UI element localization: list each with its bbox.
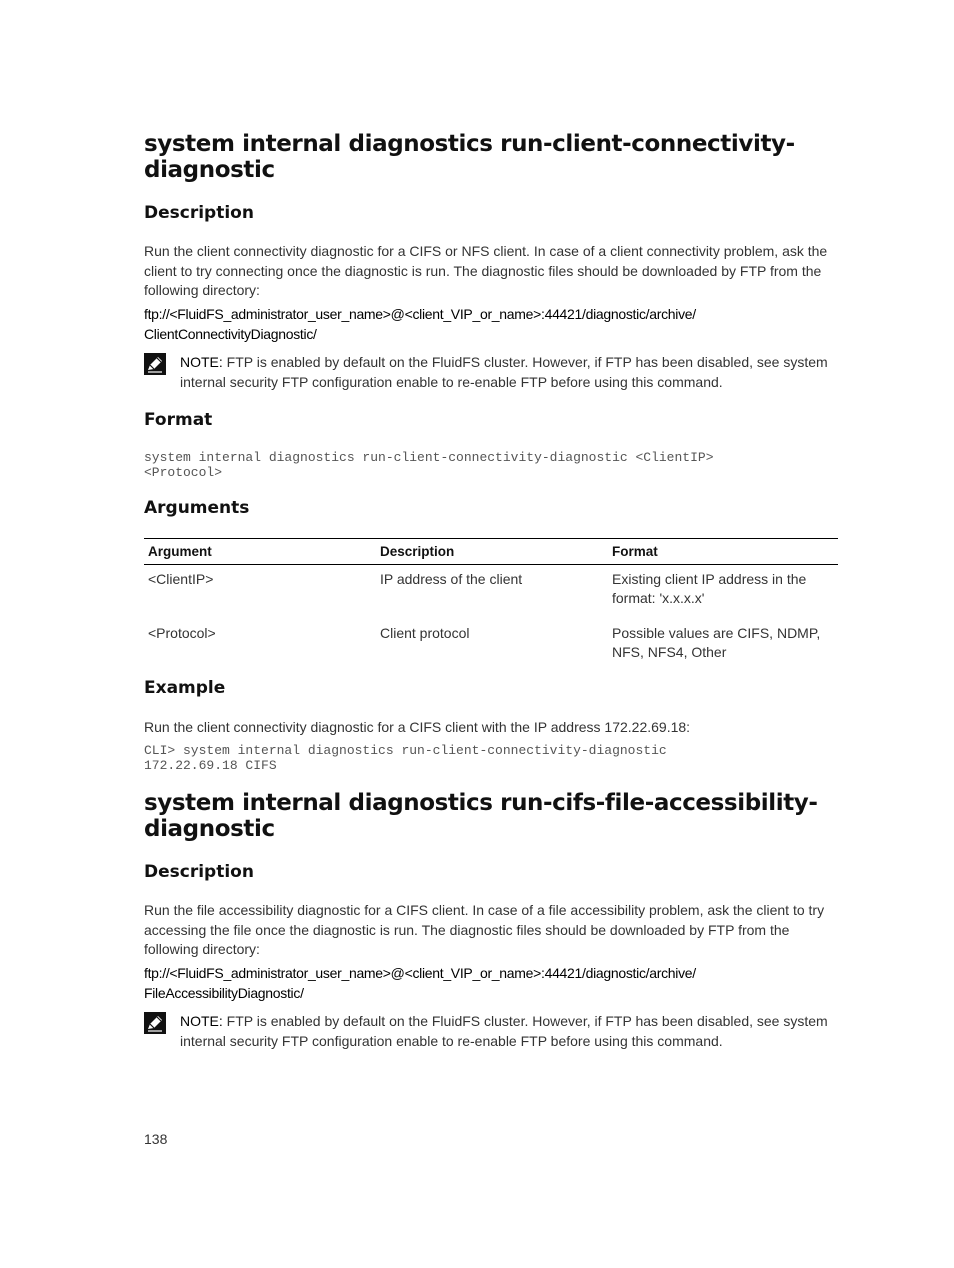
table-header-format: Format	[608, 539, 838, 565]
section1-title	[144, 131, 795, 183]
section2-path-line1: ftp://<FluidFS_administrator_user_name>@<client_VIP_or_name>:44421/diagnostic/archive/	[144, 965, 696, 981]
section1-description: Run the client connectivity diagnostic for a CIFS or NFS client. In case of a client connectivity problem, ask the client to try connecting once the diagnostic is run. The diagnostic files should be downloaded by FTP from the following directory:	[144, 243, 828, 298]
table-cell: <ClientIP>	[148, 571, 214, 587]
section1-arguments-heading: Arguments	[144, 498, 250, 518]
table-row	[144, 619, 838, 673]
section1-format-heading: Format	[144, 410, 213, 430]
section1-note-label: NOTE:	[180, 354, 223, 370]
table-cell: IP address of the client	[380, 571, 523, 587]
section2-note-label: NOTE:	[180, 1013, 223, 1029]
section2-path-line2: FileAccessibilityDiagnostic/	[144, 984, 304, 1001]
pencil-note-icon	[144, 353, 166, 375]
table-row	[144, 565, 838, 620]
table-cell: <Protocol>	[148, 625, 216, 641]
section1-title-line1: system internal diagnostics run-client-connectivity-	[144, 131, 795, 157]
pencil-note-icon	[144, 1012, 166, 1034]
table-header-description: Description	[376, 539, 608, 565]
table-cell: Possible values are CIFS, NDMP, NFS, NFS4, Other	[612, 625, 821, 660]
section1-path-line1: ftp://<FluidFS_administrator_user_name>@<client_VIP_or_name>:44421/diagnostic/archive/	[144, 306, 696, 322]
section2-description: Run the file accessibility diagnostic for a CIFS client. In case of a file accessibility problem, ask the client to try accessing the file once the diagnostic is run. The diagnostic files should be downloaded by FTP from the following directory:	[144, 902, 825, 957]
section2-note-text	[180, 1012, 838, 1051]
table-header-argument: Argument	[144, 539, 376, 565]
example-code-line1: CLI> system internal diagnostics run-client-connectivity-diagnostic	[144, 743, 667, 758]
table-cell: Existing client IP address in the format: 'x.x.x.x'	[612, 571, 807, 606]
section1-note	[144, 353, 838, 392]
section1-note-body: FTP is enabled by default on the FluidFS cluster. However, if FTP has been disabled, see system internal security FTP configuration enable to re-enable FTP before using this command.	[180, 354, 828, 390]
section2-description-heading: Description	[144, 862, 254, 882]
table-cell: Client protocol	[380, 625, 470, 641]
section2-title-line1: system internal diagnostics run-cifs-file-accessibility-	[144, 790, 818, 816]
section1-format-code	[144, 450, 714, 480]
section1-example-code	[144, 743, 667, 773]
page-number: 138	[144, 1131, 168, 1147]
section1-note-text	[180, 353, 838, 392]
section2-ftp-path	[144, 964, 838, 1003]
format-code-line2: <Protocol>	[144, 465, 223, 480]
section2-note	[144, 1012, 838, 1051]
section1-example-text: Run the client connectivity diagnostic for a CIFS client with the IP address 172.22.69.18:	[144, 719, 691, 735]
section1-path-line2: ClientConnectivityDiagnostic/	[144, 325, 317, 342]
section1-ftp-path	[144, 305, 838, 344]
section1-title-line2: diagnostic	[144, 157, 275, 183]
section1-description-heading: Description	[144, 203, 254, 223]
table-header-row	[144, 539, 838, 565]
section2-title-line2: diagnostic	[144, 816, 275, 842]
section2-title	[144, 790, 818, 842]
arguments-table	[144, 538, 838, 673]
format-code-line1: system internal diagnostics run-client-connectivity-diagnostic <ClientIP>	[144, 450, 714, 465]
example-code-line2: 172.22.69.18 CIFS	[144, 758, 277, 773]
section2-note-body: FTP is enabled by default on the FluidFS cluster. However, if FTP has been disabled, see system internal security FTP configuration enable to re-enable FTP before using this command.	[180, 1013, 828, 1049]
section1-example-heading: Example	[144, 678, 226, 698]
